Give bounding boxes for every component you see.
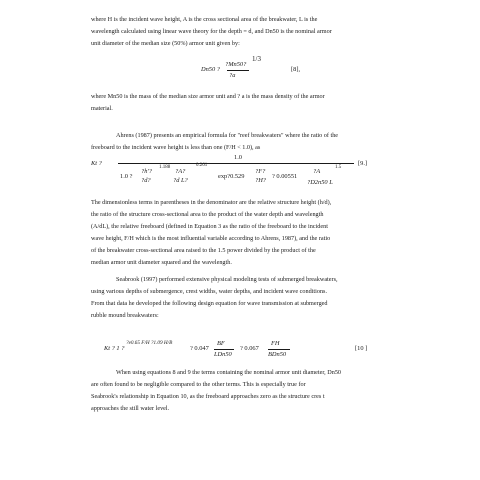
text-line: rubble mound breakwaters: [91, 312, 159, 320]
eq9-term2: ?A? [175, 168, 186, 175]
eq9-term4-den: ?D2n50 L [307, 179, 333, 186]
eq10-term3-num: FH [271, 340, 280, 347]
eq9-fraction-bar [118, 163, 354, 164]
text-line: wave height, F/H which is the most influential variable according to Ahrens, 1987), and the ratio [91, 235, 331, 243]
eq9-term3: exp?0.529 [218, 173, 245, 180]
text-line: are often found to be negligible compared to the other terms. This is especially true for [91, 381, 306, 389]
eq8-exponent: 1/3 [252, 55, 261, 63]
text-line: The dimensionless terms in parentheses in the denominator are the relative structure height (h/d), [91, 199, 332, 206]
text-line: unit diameter of the median size (50%) armor unit given by: [91, 40, 240, 48]
eq8-number: [8], [291, 66, 301, 73]
eq10-term3: ? 0.067 [240, 345, 259, 352]
text-line: Seabrook (1997) performed extensive physical modeling tests of submerged breakwaters, [116, 276, 338, 283]
eq9-term1-den: ?d? [141, 177, 151, 184]
text-line: freeboard to the incident wave height is less than one (F/H < 1.0), as [91, 144, 261, 152]
text-line: the ratio of the structure cross-sectional area to the product of the water depth and wavelength [91, 211, 324, 219]
text-line: median armor unit diameter squared and the wavelength. [91, 259, 232, 267]
eq8-fraction-bar [227, 70, 249, 71]
text-line: When using equations 8 and 9 the terms containing the nominal armor unit diameter, Dn50 [116, 369, 342, 376]
text-line: where Mn50 is the mass of the median size armor unit and ? a is the mass density of the armor [91, 93, 325, 100]
paragraph-6 [91, 367, 391, 415]
eq9-term4-num: ?A [313, 168, 321, 175]
text-line: From that data he developed the following design equation for wave transmission at submerged [91, 300, 328, 308]
eq9-exp2: 0.261 [196, 163, 208, 168]
eq10-number: [10 ] [355, 345, 368, 352]
eq10-term1: ?e0.65 F/H ?1.09 H/B [126, 340, 173, 346]
eq9-lhs: Kt ? [91, 160, 102, 167]
text-line: Ahrens (1987) presents an empirical formula for "reef breakwaters" where the ratio of the [116, 132, 339, 139]
eq10-term2: ? 0.047 [190, 345, 209, 352]
text-line: using various depths of submergence, crest widths, water depths, and incident wave conditions. [91, 288, 327, 296]
eq9-number: [9.] [358, 160, 368, 167]
paragraph-3 [91, 130, 391, 154]
paragraph-4 [91, 197, 391, 270]
text-line: approaches the still water level. [91, 405, 170, 413]
eq9-term1: ?h'? [141, 168, 152, 175]
eq10-term2-den: LDn50 [214, 351, 232, 358]
eq10-fraction-bar-2 [268, 349, 290, 350]
eq8-denominator: ?a [229, 72, 236, 79]
paragraph-5 [91, 274, 391, 322]
eq9-term2-den: ?d L? [173, 177, 188, 184]
eq9-exp4: 1.5 [335, 165, 342, 170]
text-line: (A/dL), the relative freeboard (defined in Equation 3 as the ratio of the freeboard to the incident [91, 223, 328, 231]
eq10-term2-num: BF [217, 340, 225, 347]
eq10-fraction-bar-1 [214, 349, 234, 350]
text-line: where H is the incident wave height, A is the cross sectional area of the breakwater, L is the [91, 16, 318, 23]
eq9-term3-den: ?H? [255, 177, 267, 184]
eq9-term4: ? 0.00551 [272, 173, 298, 180]
eq9-numerator: 1.0 [234, 154, 242, 161]
eq9-term3-num: ?F? [255, 168, 266, 175]
eq9-exp1: 1.188 [159, 165, 171, 170]
eq10-term3-den: BDn50 [268, 351, 287, 358]
paragraph-1 [91, 14, 391, 50]
text-line: Seabrook's relationship in Equation 10, as the freeboard approaches zero as the structure cres t [91, 393, 325, 401]
eq10-lhs: Kt ? 1 ? [104, 345, 125, 352]
eq9-denominator-start: 1.0 ? [120, 173, 133, 180]
paragraph-2 [91, 91, 391, 115]
text-line: wavelength calculated using linear wave theory for the depth = d, and Dn50 is the nominal armor [91, 28, 332, 36]
text-line: material. [91, 105, 113, 113]
text-line: of the breakwater cross-sectional area raised to the 1.5 power divided by the product of the [91, 247, 316, 255]
eq8-lhs: Dn50 ? [201, 66, 220, 73]
eq8-numerator: ?Mn50? [225, 61, 247, 68]
